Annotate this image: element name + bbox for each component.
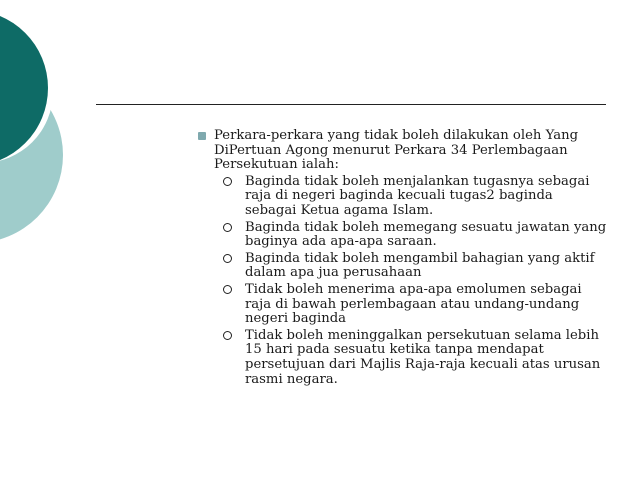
sub-bullet-list — [198, 175, 608, 387]
main-bullet-text: Perkara-perkara yang tidak boleh dilakukan oleh Yang DiPertuan Agong menurut Perkara 34 Perlembagaan Persekutuan ialah: — [214, 128, 579, 173]
circle-bullet-icon — [223, 254, 232, 263]
sub-bullet-item — [198, 283, 608, 327]
slide-body — [198, 129, 608, 389]
sub-bullet-text: Baginda tidak boleh memegang sesuatu jawatan yang baginya ada apa-apa saraan. — [245, 219, 607, 250]
sub-bullet-item — [198, 329, 608, 387]
circle-bullet-icon — [223, 285, 232, 294]
decorative-circles — [0, 0, 120, 260]
circle-bullet-icon — [223, 223, 232, 232]
title-divider-line — [96, 104, 606, 105]
circle-bullet-icon — [223, 331, 232, 340]
square-bullet-icon — [198, 132, 206, 140]
sub-bullet-text: Tidak boleh menerima apa-apa emolumen sebagai raja di bawah perlembagaan atau undang-undang negeri baginda — [245, 281, 582, 327]
sub-bullet-text: Tidak boleh meninggalkan persekutuan selama lebih 15 hari pada sesuatu ketika tanpa mendapat persetujuan dari Majlis Raja-raja kecuali atas urusan rasmi negara. — [245, 327, 601, 387]
sub-bullet-item — [198, 221, 608, 250]
sub-bullet-text: Baginda tidak boleh menjalankan tugasnya sebagai raja di negeri baginda kecuali tugas2 baginda sebagai Ketua agama Islam. — [245, 173, 590, 218]
sub-bullet-text: Baginda tidak boleh mengambil bahagian yang aktif dalam apa jua perusahaan — [245, 250, 595, 281]
main-bullet-item — [198, 129, 608, 173]
circle-bullet-icon — [223, 177, 232, 186]
sub-bullet-item — [198, 252, 608, 281]
sub-bullet-item — [198, 175, 608, 219]
